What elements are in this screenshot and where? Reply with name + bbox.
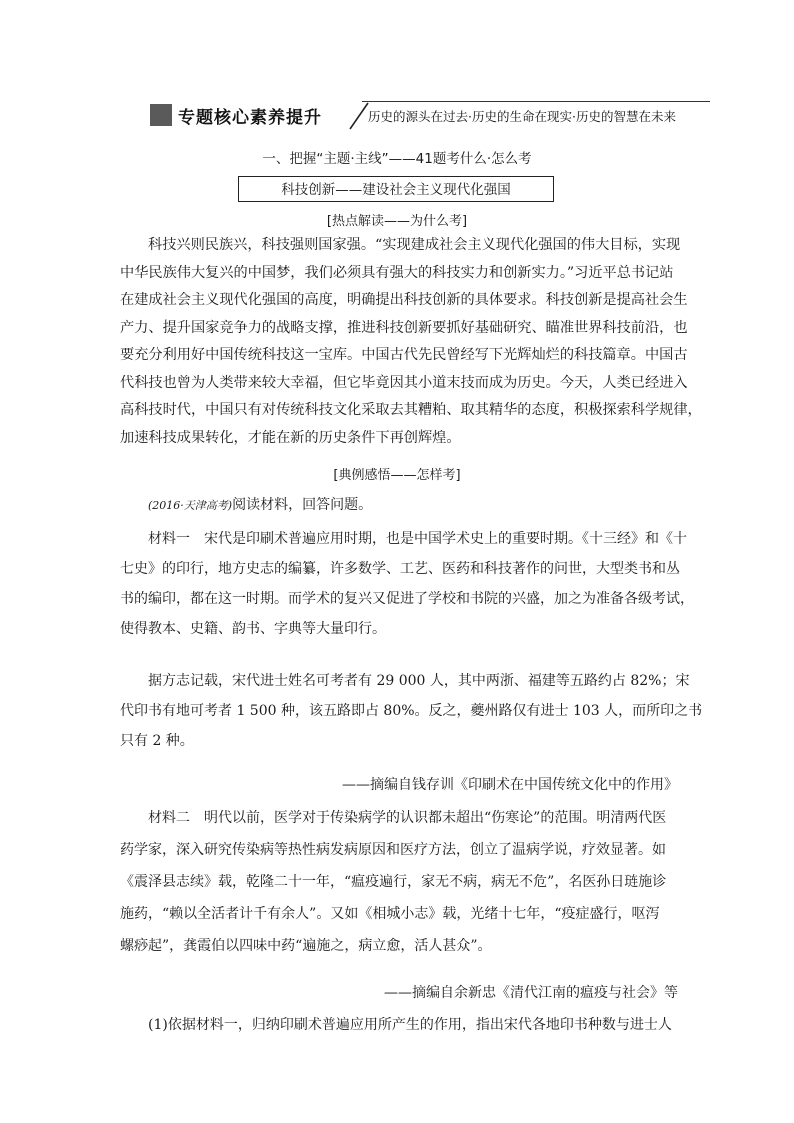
example-heading: [典例感悟——怎样考] — [333, 468, 461, 483]
material-two — [120, 802, 680, 962]
material-two-line: 药学家，深入研究传染病等热性病发病原因和医疗方法，创立了温病学说，疗效显著。如 — [120, 842, 666, 858]
intro-line: 代科技也曾为人类带来较大幸福，但它毕竟因其小道末技而成为历史。今天，人类已经进入 — [120, 374, 688, 391]
material-two-line: 施药，“赖以全活者计千有余人”。又如《相城小志》载，光绪十七年，“疫症盛行，呕泻 — [120, 906, 660, 922]
intro-line: 在建成社会主义现代化强国的高度，明确提出科技创新的具体要求。科技创新是提高社会生 — [120, 292, 688, 308]
material-one-line: 材料一 宋代是印刷术普遍应用时期，也是中国学术史上的重要时期。《十三经》和《十 — [148, 531, 687, 547]
header-rule — [362, 101, 710, 102]
intro-line: 要充分利用好中国传统科技这一宝库。中国古代先民曾经写下光辉灿烂的科技篇章。中国古 — [120, 347, 688, 363]
material-one-stat-line: 据方志记载，宋代进士姓名可考者有 29 000 人，其中两浙、福建等五路约占 82%；宋 — [148, 673, 690, 689]
material-two-source: ——摘编自余新忠《清代江南的瘟疫与社会》等 — [384, 985, 678, 1001]
question-one — [120, 1010, 680, 1040]
question-source-line — [120, 494, 680, 514]
question-intro: 阅读材料，回答问题。 — [232, 497, 373, 513]
hot-point-heading: [热点解读——为什么考] — [326, 214, 468, 229]
material-two-line: 螺痧起”，龚霞伯以四味中药“遍施之，病立愈，活人甚众”。 — [120, 938, 492, 954]
question-source: (2016·天津高考) — [148, 499, 233, 512]
question-one-line: (1)依据材料一，归纳印刷术普遍应用所产生的作用，指出宋代各地印书种数与进士人 — [148, 1017, 672, 1033]
material-one-statistics — [120, 666, 703, 756]
material-one-source: ——摘编自钱存训《印刷术在中国传统文化中的作用》 — [342, 777, 678, 793]
material-two-line: 《震泽县志续》载，乾隆二十一年，“瘟疫遍行，家无不病，病无不危”，名医孙日琏施诊 — [120, 874, 667, 890]
topic-box: 科技创新——建设社会主义现代化强国 — [238, 176, 554, 202]
header-title: 专题核心素养提升 — [178, 108, 322, 128]
intro-paragraph — [120, 232, 702, 452]
material-two-line: 材料二 明代以前，医学对于传染病学的认识都未超出“伤寒论”的范围。明清两代医 — [148, 810, 667, 826]
intro-line: 高科技时代，中国只有对传统科技文化采取去其糟粕、取其精华的态度，积极探索科学规律， — [120, 402, 702, 418]
material-one-line: 书的编印，都在这一时期。而学术的复兴又促进了学校和书院的兴盛，加之为准备各级考试， — [120, 591, 694, 607]
material-one-line: 使得教本、史籍、韵书、字典等大量印行。 — [120, 621, 386, 637]
material-one-line: 七史》的印行，地方史志的编纂，许多数学、工艺、医药和科技著作的问世，大型类书和丛 — [120, 561, 680, 577]
material-one-stat-line: 只有 2 种。 — [120, 733, 194, 749]
section-heading: 一、把握“主题·主线”——41题考什么·怎么考 — [262, 151, 532, 167]
intro-line: 产力、提升国家竞争力的战略支撑，推进科技创新要抓好基础研究、瞄准世界科技前沿，也 — [120, 319, 688, 336]
material-one-stat-line: 代印书有地可考者 1 500 种，该五路即占 80%。反之，夔州路仅有进士 103 人，而所印之书 — [120, 703, 703, 719]
header-subtitle: 历史的源头在过去·历史的生命在现实·历史的智慧在未来 — [368, 109, 676, 124]
material-one — [120, 524, 694, 644]
page-header — [150, 101, 710, 129]
header-square-icon — [150, 104, 172, 126]
intro-line: 中华民族伟大复兴的中国梦，我们必须具有强大的科技实力和创新实力。”习近平总书记站 — [120, 264, 674, 281]
intro-line: 加速科技成果转化，才能在新的历史条件下再创辉煌。 — [120, 429, 461, 446]
intro-line: 科技兴则民族兴，科技强则国家强。“实现建成社会主义现代化强国的伟大目标，实现 — [148, 237, 681, 253]
